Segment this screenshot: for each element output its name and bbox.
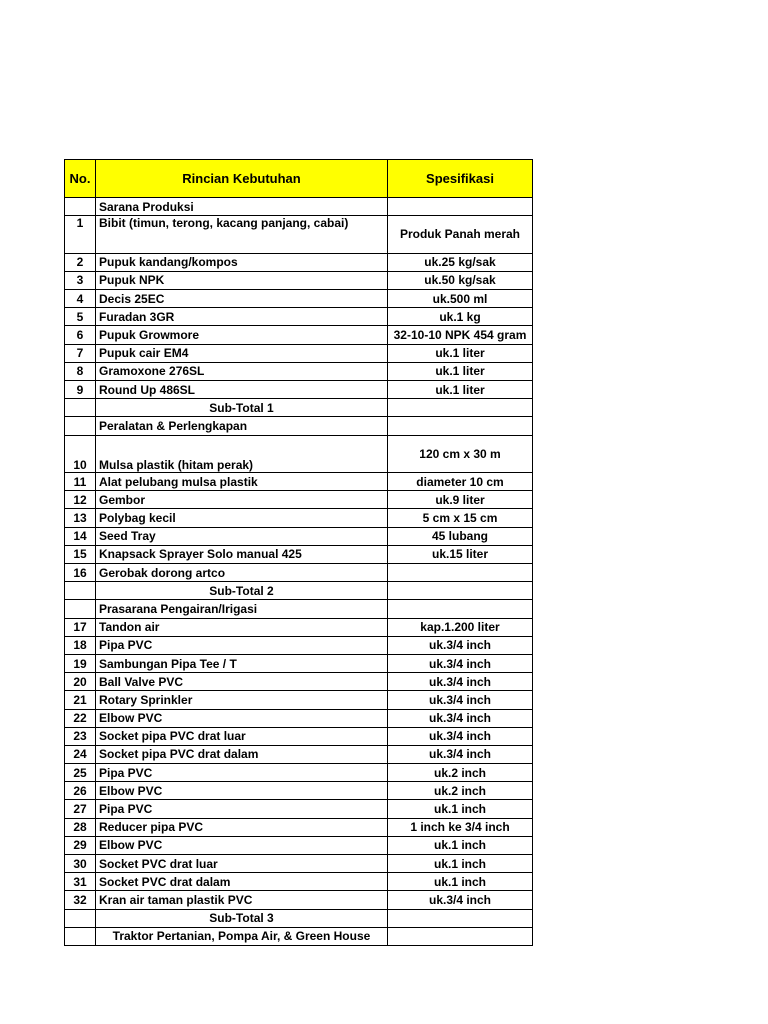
table-row — [65, 873, 533, 891]
cell-item[interactable]: Pupuk Growmore — [96, 326, 388, 344]
cell-no[interactable] — [65, 909, 96, 927]
cell-item[interactable]: Sarana Produksi — [96, 198, 388, 216]
cell-no[interactable] — [65, 582, 96, 600]
table-row — [65, 381, 533, 399]
cell-spec[interactable]: diameter 10 cm — [388, 473, 533, 491]
cell-item[interactable]: Sambungan Pipa Tee / T — [96, 654, 388, 672]
table-row — [65, 564, 533, 582]
cell-item[interactable]: Kran air taman plastik PVC — [96, 891, 388, 909]
cell-item[interactable]: Polybag kecil — [96, 509, 388, 527]
cell-no[interactable]: 27 — [65, 800, 96, 818]
cell-spec[interactable]: uk.2 inch — [388, 782, 533, 800]
cell-item[interactable]: Pipa PVC — [96, 636, 388, 654]
cell-item[interactable]: Socket pipa PVC drat luar — [96, 727, 388, 745]
cell-item[interactable]: Knapsack Sprayer Solo manual 425 — [96, 545, 388, 563]
cell-no[interactable] — [65, 198, 96, 216]
cell-spec[interactable]: uk.1 liter — [388, 381, 533, 399]
table-row — [65, 271, 533, 289]
table-row — [65, 290, 533, 308]
table-row — [65, 782, 533, 800]
cell-item[interactable]: Gembor — [96, 491, 388, 509]
cell-no[interactable]: 3 — [65, 271, 96, 289]
table-row — [65, 836, 533, 854]
cell-spec[interactable]: uk.2 inch — [388, 764, 533, 782]
cell-item[interactable]: Elbow PVC — [96, 709, 388, 727]
cell-item[interactable]: Gerobak dorong artco — [96, 564, 388, 582]
header-spec[interactable]: Spesifikasi — [388, 160, 533, 198]
table-row — [65, 600, 533, 618]
cell-no[interactable]: 19 — [65, 654, 96, 672]
cell-item[interactable]: Reducer pipa PVC — [96, 818, 388, 836]
table-row — [65, 582, 533, 600]
cell-no[interactable]: 9 — [65, 381, 96, 399]
cell-spec[interactable]: 45 lubang — [388, 527, 533, 545]
cell-no[interactable] — [65, 417, 96, 435]
cell-spec[interactable]: 1 inch ke 3/4 inch — [388, 818, 533, 836]
cell-item[interactable]: Prasarana Pengairan/Irigasi — [96, 600, 388, 618]
cell-spec[interactable] — [388, 909, 533, 927]
cell-no[interactable]: 28 — [65, 818, 96, 836]
cell-spec[interactable]: 5 cm x 15 cm — [388, 509, 533, 527]
table-row — [65, 326, 533, 344]
cell-spec[interactable]: uk.1 inch — [388, 873, 533, 891]
table-row — [65, 435, 533, 473]
cell-item[interactable]: Peralatan & Perlengkapan — [96, 417, 388, 435]
cell-no[interactable]: 30 — [65, 855, 96, 873]
cell-no[interactable]: 17 — [65, 618, 96, 636]
table-row — [65, 545, 533, 563]
cell-spec[interactable]: uk.15 liter — [388, 545, 533, 563]
cell-no[interactable] — [65, 399, 96, 417]
table-row — [65, 727, 533, 745]
cell-item[interactable]: Socket pipa PVC drat dalam — [96, 745, 388, 763]
cell-item[interactable]: Sub-Total 2 — [96, 582, 388, 600]
table-row — [65, 636, 533, 654]
table-row — [65, 399, 533, 417]
cell-item[interactable]: Socket PVC drat dalam — [96, 873, 388, 891]
table-row — [65, 800, 533, 818]
cell-spec[interactable]: uk.50 kg/sak — [388, 271, 533, 289]
cell-no[interactable]: 7 — [65, 344, 96, 362]
cell-item[interactable]: Sub-Total 1 — [96, 399, 388, 417]
table-row — [65, 909, 533, 927]
table-row — [65, 253, 533, 271]
header-no[interactable]: No. — [65, 160, 96, 198]
table-row — [65, 527, 533, 545]
cell-spec[interactable]: uk.1 inch — [388, 800, 533, 818]
cell-item[interactable]: Socket PVC drat luar — [96, 855, 388, 873]
table-row — [65, 654, 533, 672]
cell-no[interactable]: 23 — [65, 727, 96, 745]
cell-no[interactable]: 10 — [65, 435, 96, 473]
table-row — [65, 691, 533, 709]
cell-item[interactable]: Mulsa plastik (hitam perak) — [96, 435, 388, 473]
cell-spec[interactable] — [388, 417, 533, 435]
table-row — [65, 891, 533, 909]
cell-spec[interactable]: uk.25 kg/sak — [388, 253, 533, 271]
cell-no[interactable]: 31 — [65, 873, 96, 891]
cell-no[interactable]: 21 — [65, 691, 96, 709]
cell-no[interactable] — [65, 927, 96, 945]
cell-no[interactable]: 32 — [65, 891, 96, 909]
cell-no[interactable]: 20 — [65, 673, 96, 691]
cell-item[interactable]: Pipa PVC — [96, 764, 388, 782]
cell-item[interactable]: Alat pelubang mulsa plastik — [96, 473, 388, 491]
cell-spec[interactable] — [388, 582, 533, 600]
table-header-row — [65, 160, 533, 198]
cell-no[interactable]: 25 — [65, 764, 96, 782]
cell-item[interactable]: Ball Valve PVC — [96, 673, 388, 691]
header-item[interactable]: Rincian Kebutuhan — [96, 160, 388, 198]
cell-spec[interactable]: uk.1 liter — [388, 344, 533, 362]
table-row — [65, 362, 533, 380]
cell-spec[interactable]: uk.3/4 inch — [388, 709, 533, 727]
cell-spec[interactable] — [388, 927, 533, 945]
cell-item[interactable]: Pipa PVC — [96, 800, 388, 818]
table-row — [65, 709, 533, 727]
cell-item[interactable]: Tandon air — [96, 618, 388, 636]
cell-no[interactable]: 2 — [65, 253, 96, 271]
cell-item[interactable]: Gramoxone 276SL — [96, 362, 388, 380]
table-row — [65, 473, 533, 491]
cell-spec[interactable]: uk.1 inch — [388, 855, 533, 873]
cell-spec[interactable] — [388, 198, 533, 216]
cell-spec[interactable]: uk.3/4 inch — [388, 691, 533, 709]
cell-spec[interactable]: Produk Panah merah — [388, 216, 533, 254]
table-row — [65, 745, 533, 763]
table-row — [65, 417, 533, 435]
cell-no[interactable]: 12 — [65, 491, 96, 509]
cell-spec[interactable]: uk.1 liter — [388, 362, 533, 380]
cell-no[interactable]: 13 — [65, 509, 96, 527]
cell-spec[interactable]: kap.1.200 liter — [388, 618, 533, 636]
cell-no[interactable]: 26 — [65, 782, 96, 800]
cell-spec[interactable]: 32-10-10 NPK 454 gram — [388, 326, 533, 344]
cell-spec[interactable] — [388, 564, 533, 582]
cell-item[interactable]: Elbow PVC — [96, 836, 388, 854]
cell-spec[interactable] — [388, 399, 533, 417]
cell-no[interactable]: 24 — [65, 745, 96, 763]
cell-spec[interactable]: uk.3/4 inch — [388, 745, 533, 763]
cell-no[interactable]: 16 — [65, 564, 96, 582]
table-row — [65, 308, 533, 326]
cell-no[interactable] — [65, 600, 96, 618]
cell-item[interactable]: Pupuk NPK — [96, 271, 388, 289]
cell-item[interactable]: Pupuk cair EM4 — [96, 344, 388, 362]
cell-no[interactable]: 22 — [65, 709, 96, 727]
cell-item[interactable]: Sub-Total 3 — [96, 909, 388, 927]
table-row — [65, 198, 533, 216]
table-row — [65, 818, 533, 836]
table-row — [65, 855, 533, 873]
cell-spec[interactable]: uk.500 ml — [388, 290, 533, 308]
cell-spec[interactable]: uk.1 inch — [388, 836, 533, 854]
table-row — [65, 618, 533, 636]
cell-item[interactable]: Rotary Sprinkler — [96, 691, 388, 709]
cell-no[interactable]: 14 — [65, 527, 96, 545]
requirements-table — [64, 159, 533, 946]
cell-no[interactable]: 5 — [65, 308, 96, 326]
cell-no[interactable]: 1 — [65, 216, 96, 254]
table-row — [65, 764, 533, 782]
cell-spec[interactable]: uk.3/4 inch — [388, 891, 533, 909]
cell-item[interactable]: Traktor Pertanian, Pompa Air, & Green House — [96, 927, 388, 945]
table-row — [65, 344, 533, 362]
cell-no[interactable]: 18 — [65, 636, 96, 654]
cell-spec[interactable]: uk.3/4 inch — [388, 727, 533, 745]
cell-spec[interactable]: 120 cm x 30 m — [388, 435, 533, 473]
cell-item[interactable]: Bibit (timun, terong, kacang panjang, cabai) — [96, 216, 388, 254]
cell-item[interactable]: Furadan 3GR — [96, 308, 388, 326]
table-row — [65, 509, 533, 527]
cell-item[interactable]: Elbow PVC — [96, 782, 388, 800]
cell-spec[interactable]: uk.3/4 inch — [388, 654, 533, 672]
table-row — [65, 673, 533, 691]
cell-item[interactable]: Seed Tray — [96, 527, 388, 545]
cell-no[interactable]: 4 — [65, 290, 96, 308]
table-row — [65, 927, 533, 945]
cell-spec[interactable]: uk.3/4 inch — [388, 673, 533, 691]
cell-spec[interactable]: uk.3/4 inch — [388, 636, 533, 654]
table-row — [65, 491, 533, 509]
cell-spec[interactable]: uk.9 liter — [388, 491, 533, 509]
cell-no[interactable]: 15 — [65, 545, 96, 563]
cell-no[interactable]: 8 — [65, 362, 96, 380]
cell-spec[interactable] — [388, 600, 533, 618]
table-row — [65, 216, 533, 254]
cell-item[interactable]: Round Up 486SL — [96, 381, 388, 399]
cell-item[interactable]: Decis 25EC — [96, 290, 388, 308]
cell-spec[interactable]: uk.1 kg — [388, 308, 533, 326]
cell-no[interactable]: 29 — [65, 836, 96, 854]
table-body — [65, 198, 533, 946]
cell-no[interactable]: 11 — [65, 473, 96, 491]
cell-item[interactable]: Pupuk kandang/kompos — [96, 253, 388, 271]
cell-no[interactable]: 6 — [65, 326, 96, 344]
